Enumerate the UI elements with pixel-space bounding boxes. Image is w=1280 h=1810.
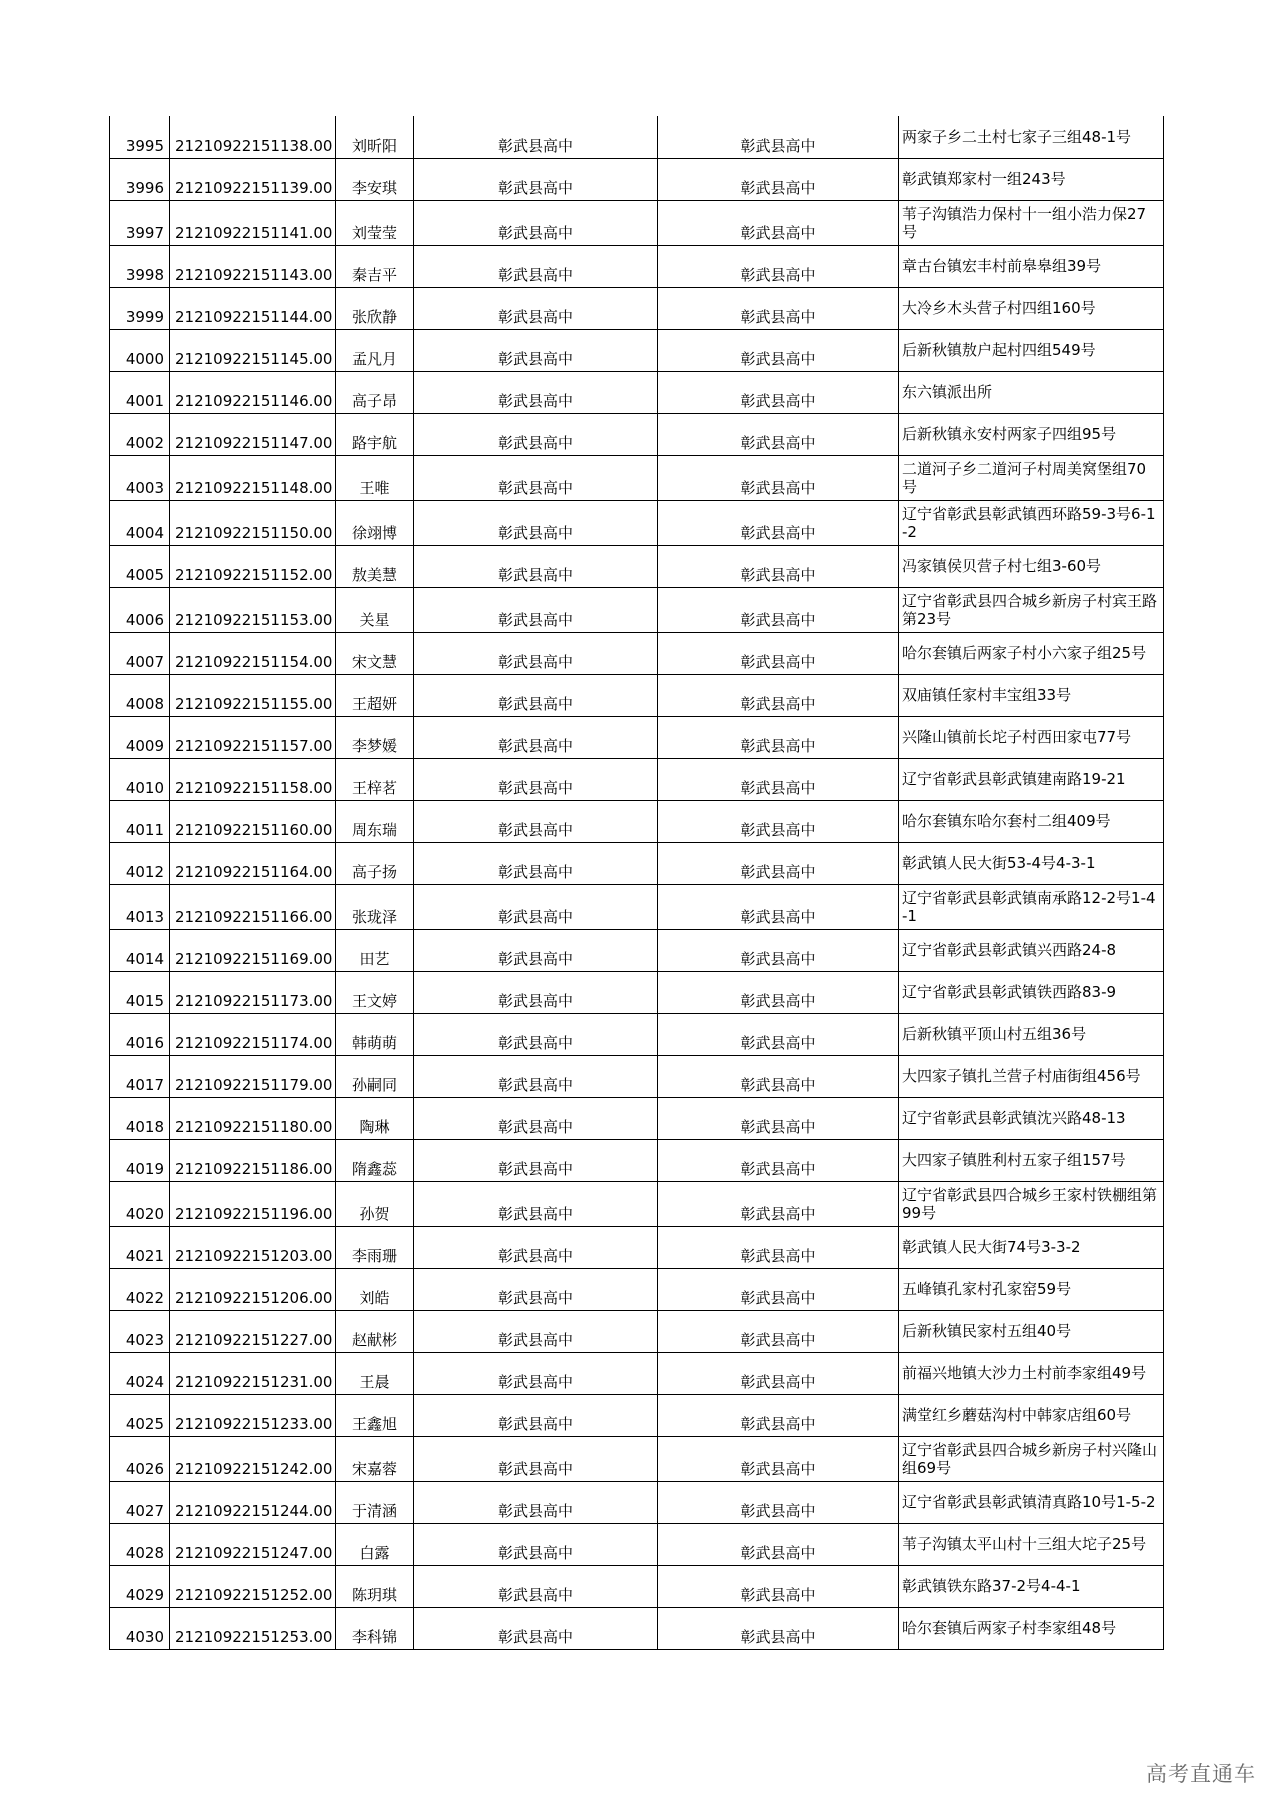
school-cell: 彰武县高中 — [414, 1310, 658, 1352]
student-name-cell: 赵献彬 — [336, 1310, 414, 1352]
student-name-cell: 王梓茗 — [336, 758, 414, 800]
table-row — [110, 1268, 1164, 1310]
address-cell: 苇子沟镇太平山村十三组大坨子25号 — [899, 1523, 1164, 1565]
seq-cell: 4015 — [110, 971, 170, 1013]
admitted-school-cell: 彰武县高中 — [658, 1394, 899, 1436]
admitted-school-cell: 彰武县高中 — [658, 245, 899, 287]
exam-id-cell: 21210922151150.00 — [170, 500, 336, 545]
admitted-school-cell: 彰武县高中 — [658, 158, 899, 200]
student-name-cell: 李梦媛 — [336, 716, 414, 758]
table-row — [110, 1013, 1164, 1055]
admitted-school-cell: 彰武县高中 — [658, 587, 899, 632]
address-cell: 双庙镇任家村丰宝组33号 — [899, 674, 1164, 716]
exam-id-cell: 21210922151227.00 — [170, 1310, 336, 1352]
admitted-school-cell: 彰武县高中 — [658, 287, 899, 329]
seq-cell: 4000 — [110, 329, 170, 371]
address-cell: 前福兴地镇大沙力土村前李家组49号 — [899, 1352, 1164, 1394]
student-name-cell: 王超妍 — [336, 674, 414, 716]
address-cell: 辽宁省彰武县彰武镇建南路19-21 — [899, 758, 1164, 800]
address-cell: 辽宁省彰武县四合城乡王家村铁棚组第99号 — [899, 1181, 1164, 1226]
seq-cell: 4025 — [110, 1394, 170, 1436]
school-cell: 彰武县高中 — [414, 800, 658, 842]
seq-cell: 4006 — [110, 587, 170, 632]
seq-cell: 4030 — [110, 1607, 170, 1649]
seq-cell: 3998 — [110, 245, 170, 287]
seq-cell: 4024 — [110, 1352, 170, 1394]
address-cell: 章古台镇宏丰村前皋皋组39号 — [899, 245, 1164, 287]
student-name-cell: 王文婷 — [336, 971, 414, 1013]
school-cell: 彰武县高中 — [414, 1226, 658, 1268]
table-row — [110, 500, 1164, 545]
exam-id-cell: 21210922151206.00 — [170, 1268, 336, 1310]
exam-id-cell: 21210922151233.00 — [170, 1394, 336, 1436]
address-cell: 东六镇派出所 — [899, 371, 1164, 413]
seq-cell: 4012 — [110, 842, 170, 884]
table-row — [110, 758, 1164, 800]
seq-cell: 4017 — [110, 1055, 170, 1097]
school-cell: 彰武县高中 — [414, 1181, 658, 1226]
table-row — [110, 842, 1164, 884]
address-cell: 大冷乡木头营子村四组160号 — [899, 287, 1164, 329]
watermark-text: 高考直通车 — [1146, 1762, 1256, 1786]
student-name-cell: 刘皓 — [336, 1268, 414, 1310]
admitted-school-cell: 彰武县高中 — [658, 1268, 899, 1310]
student-name-cell: 李雨珊 — [336, 1226, 414, 1268]
table-row — [110, 1394, 1164, 1436]
student-name-cell: 王鑫旭 — [336, 1394, 414, 1436]
school-cell: 彰武县高中 — [414, 1565, 658, 1607]
school-cell: 彰武县高中 — [414, 1523, 658, 1565]
address-cell: 二道河子乡二道河子村周美窝堡组70号 — [899, 455, 1164, 500]
table-row — [110, 884, 1164, 929]
exam-id-cell: 21210922151158.00 — [170, 758, 336, 800]
seq-cell: 4028 — [110, 1523, 170, 1565]
admitted-school-cell: 彰武县高中 — [658, 1310, 899, 1352]
seq-cell: 4022 — [110, 1268, 170, 1310]
student-name-cell: 陈玥琪 — [336, 1565, 414, 1607]
student-name-cell: 李科锦 — [336, 1607, 414, 1649]
address-cell: 辽宁省彰武县彰武镇铁西路83-9 — [899, 971, 1164, 1013]
address-cell: 辽宁省彰武县彰武镇清真路10号1-5-2 — [899, 1481, 1164, 1523]
school-cell: 彰武县高中 — [414, 116, 658, 158]
table-row — [110, 929, 1164, 971]
school-cell: 彰武县高中 — [414, 413, 658, 455]
admitted-school-cell: 彰武县高中 — [658, 116, 899, 158]
admitted-school-cell: 彰武县高中 — [658, 674, 899, 716]
school-cell: 彰武县高中 — [414, 1481, 658, 1523]
address-cell: 辽宁省彰武县彰武镇兴西路24-8 — [899, 929, 1164, 971]
seq-cell: 4029 — [110, 1565, 170, 1607]
student-name-cell: 王晨 — [336, 1352, 414, 1394]
admitted-school-cell: 彰武县高中 — [658, 455, 899, 500]
exam-id-cell: 21210922151139.00 — [170, 158, 336, 200]
exam-id-cell: 21210922151144.00 — [170, 287, 336, 329]
admitted-school-cell: 彰武县高中 — [658, 1181, 899, 1226]
exam-id-cell: 21210922151186.00 — [170, 1139, 336, 1181]
exam-id-cell: 21210922151252.00 — [170, 1565, 336, 1607]
school-cell: 彰武县高中 — [414, 674, 658, 716]
school-cell: 彰武县高中 — [414, 455, 658, 500]
admitted-school-cell: 彰武县高中 — [658, 500, 899, 545]
school-cell: 彰武县高中 — [414, 245, 658, 287]
student-name-cell: 孙嗣同 — [336, 1055, 414, 1097]
school-cell: 彰武县高中 — [414, 287, 658, 329]
address-cell: 满堂红乡蘑菇沟村中韩家店组60号 — [899, 1394, 1164, 1436]
student-name-cell: 张欣静 — [336, 287, 414, 329]
exam-id-cell: 21210922151160.00 — [170, 800, 336, 842]
student-name-cell: 刘昕阳 — [336, 116, 414, 158]
admitted-school-cell: 彰武县高中 — [658, 200, 899, 245]
table-row — [110, 1181, 1164, 1226]
table-row — [110, 158, 1164, 200]
table-row — [110, 545, 1164, 587]
school-cell: 彰武县高中 — [414, 1097, 658, 1139]
seq-cell: 4013 — [110, 884, 170, 929]
exam-id-cell: 21210922151166.00 — [170, 884, 336, 929]
school-cell: 彰武县高中 — [414, 545, 658, 587]
address-cell: 辽宁省彰武县彰武镇沈兴路48-13 — [899, 1097, 1164, 1139]
table-row — [110, 1139, 1164, 1181]
seq-cell: 4009 — [110, 716, 170, 758]
address-cell: 两家子乡二土村七家子三组48-1号 — [899, 116, 1164, 158]
admitted-school-cell: 彰武县高中 — [658, 1055, 899, 1097]
table-row — [110, 1436, 1164, 1481]
admitted-school-cell: 彰武县高中 — [658, 800, 899, 842]
table-row — [110, 1352, 1164, 1394]
admitted-school-cell: 彰武县高中 — [658, 545, 899, 587]
student-name-cell: 宋嘉蓉 — [336, 1436, 414, 1481]
student-roster-table — [109, 116, 1164, 1650]
address-cell: 哈尔套镇后两家子村李家组48号 — [899, 1607, 1164, 1649]
admitted-school-cell: 彰武县高中 — [658, 1436, 899, 1481]
school-cell: 彰武县高中 — [414, 971, 658, 1013]
seq-cell: 4016 — [110, 1013, 170, 1055]
exam-id-cell: 21210922151164.00 — [170, 842, 336, 884]
address-cell: 五峰镇孔家村孔家窑59号 — [899, 1268, 1164, 1310]
school-cell: 彰武县高中 — [414, 1055, 658, 1097]
table-row — [110, 329, 1164, 371]
seq-cell: 4001 — [110, 371, 170, 413]
school-cell: 彰武县高中 — [414, 329, 658, 371]
exam-id-cell: 21210922151147.00 — [170, 413, 336, 455]
seq-cell: 4020 — [110, 1181, 170, 1226]
student-name-cell: 孟凡月 — [336, 329, 414, 371]
school-cell: 彰武县高中 — [414, 716, 658, 758]
student-name-cell: 关星 — [336, 587, 414, 632]
student-name-cell: 敖美慧 — [336, 545, 414, 587]
exam-id-cell: 21210922151247.00 — [170, 1523, 336, 1565]
exam-id-cell: 21210922151157.00 — [170, 716, 336, 758]
exam-id-cell: 21210922151203.00 — [170, 1226, 336, 1268]
school-cell: 彰武县高中 — [414, 587, 658, 632]
student-name-cell: 孙贺 — [336, 1181, 414, 1226]
school-cell: 彰武县高中 — [414, 1352, 658, 1394]
table-row — [110, 1226, 1164, 1268]
seq-cell: 3999 — [110, 287, 170, 329]
seq-cell: 4010 — [110, 758, 170, 800]
school-cell: 彰武县高中 — [414, 371, 658, 413]
address-cell: 辽宁省彰武县四合城乡新房子村宾王路第23号 — [899, 587, 1164, 632]
school-cell: 彰武县高中 — [414, 1436, 658, 1481]
table-row — [110, 287, 1164, 329]
table-row — [110, 971, 1164, 1013]
table-row — [110, 455, 1164, 500]
admitted-school-cell: 彰武县高中 — [658, 1565, 899, 1607]
school-cell: 彰武县高中 — [414, 632, 658, 674]
table-row — [110, 716, 1164, 758]
table-row — [110, 200, 1164, 245]
student-name-cell: 高子扬 — [336, 842, 414, 884]
admitted-school-cell: 彰武县高中 — [658, 1013, 899, 1055]
exam-id-cell: 21210922151180.00 — [170, 1097, 336, 1139]
seq-cell: 3995 — [110, 116, 170, 158]
student-name-cell: 王唯 — [336, 455, 414, 500]
admitted-school-cell: 彰武县高中 — [658, 371, 899, 413]
table-row — [110, 1481, 1164, 1523]
exam-id-cell: 21210922151152.00 — [170, 545, 336, 587]
table-row — [110, 587, 1164, 632]
admitted-school-cell: 彰武县高中 — [658, 1481, 899, 1523]
address-cell: 彰武镇铁东路37-2号4-4-1 — [899, 1565, 1164, 1607]
seq-cell: 4026 — [110, 1436, 170, 1481]
address-cell: 兴隆山镇前长坨子村西田家屯77号 — [899, 716, 1164, 758]
school-cell: 彰武县高中 — [414, 1607, 658, 1649]
table-row — [110, 1565, 1164, 1607]
seq-cell: 4002 — [110, 413, 170, 455]
table-row — [110, 116, 1164, 158]
address-cell: 哈尔套镇东哈尔套村二组409号 — [899, 800, 1164, 842]
admitted-school-cell: 彰武县高中 — [658, 716, 899, 758]
school-cell: 彰武县高中 — [414, 500, 658, 545]
table-row — [110, 371, 1164, 413]
admitted-school-cell: 彰武县高中 — [658, 1226, 899, 1268]
student-name-cell: 陶琳 — [336, 1097, 414, 1139]
address-cell: 大四家子镇胜利村五家子组157号 — [899, 1139, 1164, 1181]
admitted-school-cell: 彰武县高中 — [658, 929, 899, 971]
school-cell: 彰武县高中 — [414, 929, 658, 971]
exam-id-cell: 21210922151154.00 — [170, 632, 336, 674]
address-cell: 后新秋镇民家村五组40号 — [899, 1310, 1164, 1352]
school-cell: 彰武县高中 — [414, 884, 658, 929]
admitted-school-cell: 彰武县高中 — [658, 1097, 899, 1139]
address-cell: 后新秋镇永安村两家子四组95号 — [899, 413, 1164, 455]
admitted-school-cell: 彰武县高中 — [658, 758, 899, 800]
admitted-school-cell: 彰武县高中 — [658, 329, 899, 371]
address-cell: 冯家镇侯贝营子村七组3-60号 — [899, 545, 1164, 587]
admitted-school-cell: 彰武县高中 — [658, 1139, 899, 1181]
address-cell: 后新秋镇平顶山村五组36号 — [899, 1013, 1164, 1055]
school-cell: 彰武县高中 — [414, 1139, 658, 1181]
seq-cell: 4011 — [110, 800, 170, 842]
table-row — [110, 1097, 1164, 1139]
admitted-school-cell: 彰武县高中 — [658, 971, 899, 1013]
student-name-cell: 隋鑫蕊 — [336, 1139, 414, 1181]
exam-id-cell: 21210922151174.00 — [170, 1013, 336, 1055]
student-name-cell: 李安琪 — [336, 158, 414, 200]
exam-id-cell: 21210922151155.00 — [170, 674, 336, 716]
address-cell: 辽宁省彰武县四合城乡新房子村兴隆山组69号 — [899, 1436, 1164, 1481]
exam-id-cell: 21210922151231.00 — [170, 1352, 336, 1394]
student-name-cell: 高子昂 — [336, 371, 414, 413]
exam-id-cell: 21210922151146.00 — [170, 371, 336, 413]
admitted-school-cell: 彰武县高中 — [658, 884, 899, 929]
student-name-cell: 白露 — [336, 1523, 414, 1565]
school-cell: 彰武县高中 — [414, 200, 658, 245]
school-cell: 彰武县高中 — [414, 842, 658, 884]
table-body — [110, 116, 1164, 1649]
student-name-cell: 徐翊博 — [336, 500, 414, 545]
school-cell: 彰武县高中 — [414, 758, 658, 800]
exam-id-cell: 21210922151141.00 — [170, 200, 336, 245]
school-cell: 彰武县高中 — [414, 1013, 658, 1055]
exam-id-cell: 21210922151244.00 — [170, 1481, 336, 1523]
exam-id-cell: 21210922151242.00 — [170, 1436, 336, 1481]
student-name-cell: 张珑泽 — [336, 884, 414, 929]
seq-cell: 3996 — [110, 158, 170, 200]
admitted-school-cell: 彰武县高中 — [658, 1607, 899, 1649]
admitted-school-cell: 彰武县高中 — [658, 632, 899, 674]
table-row — [110, 413, 1164, 455]
exam-id-cell: 21210922151145.00 — [170, 329, 336, 371]
exam-id-cell: 21210922151253.00 — [170, 1607, 336, 1649]
admitted-school-cell: 彰武县高中 — [658, 1523, 899, 1565]
seq-cell: 4007 — [110, 632, 170, 674]
seq-cell: 4005 — [110, 545, 170, 587]
address-cell: 辽宁省彰武县彰武镇西环路59-3号6-1-2 — [899, 500, 1164, 545]
seq-cell: 4008 — [110, 674, 170, 716]
seq-cell: 4004 — [110, 500, 170, 545]
table-row — [110, 800, 1164, 842]
admitted-school-cell: 彰武县高中 — [658, 1352, 899, 1394]
address-cell: 彰武镇人民大街53-4号4-3-1 — [899, 842, 1164, 884]
exam-id-cell: 21210922151179.00 — [170, 1055, 336, 1097]
address-cell: 后新秋镇敖户起村四组549号 — [899, 329, 1164, 371]
school-cell: 彰武县高中 — [414, 1394, 658, 1436]
address-cell: 彰武镇郑家村一组243号 — [899, 158, 1164, 200]
exam-id-cell: 21210922151153.00 — [170, 587, 336, 632]
admitted-school-cell: 彰武县高中 — [658, 413, 899, 455]
seq-cell: 3997 — [110, 200, 170, 245]
student-name-cell: 于清涵 — [336, 1481, 414, 1523]
address-cell: 苇子沟镇浩力保村十一组小浩力保27号 — [899, 200, 1164, 245]
seq-cell: 4023 — [110, 1310, 170, 1352]
exam-id-cell: 21210922151196.00 — [170, 1181, 336, 1226]
exam-id-cell: 21210922151169.00 — [170, 929, 336, 971]
student-name-cell: 宋文慧 — [336, 632, 414, 674]
school-cell: 彰武县高中 — [414, 1268, 658, 1310]
table-row — [110, 1310, 1164, 1352]
table-row — [110, 1607, 1164, 1649]
seq-cell: 4003 — [110, 455, 170, 500]
exam-id-cell: 21210922151173.00 — [170, 971, 336, 1013]
address-cell: 彰武镇人民大街74号3-3-2 — [899, 1226, 1164, 1268]
address-cell: 哈尔套镇后两家子村小六家子组25号 — [899, 632, 1164, 674]
seq-cell: 4027 — [110, 1481, 170, 1523]
student-name-cell: 秦吉平 — [336, 245, 414, 287]
address-cell: 大四家子镇扎兰营子村庙街组456号 — [899, 1055, 1164, 1097]
seq-cell: 4019 — [110, 1139, 170, 1181]
address-cell: 辽宁省彰武县彰武镇南承路12-2号1-4-1 — [899, 884, 1164, 929]
seq-cell: 4021 — [110, 1226, 170, 1268]
admitted-school-cell: 彰武县高中 — [658, 842, 899, 884]
table-row — [110, 1523, 1164, 1565]
student-name-cell: 路宇航 — [336, 413, 414, 455]
exam-id-cell: 21210922151138.00 — [170, 116, 336, 158]
student-name-cell: 田艺 — [336, 929, 414, 971]
table-row — [110, 632, 1164, 674]
table-row — [110, 674, 1164, 716]
student-name-cell: 刘莹莹 — [336, 200, 414, 245]
school-cell: 彰武县高中 — [414, 158, 658, 200]
table-row — [110, 1055, 1164, 1097]
exam-id-cell: 21210922151143.00 — [170, 245, 336, 287]
student-name-cell: 韩萌萌 — [336, 1013, 414, 1055]
seq-cell: 4018 — [110, 1097, 170, 1139]
seq-cell: 4014 — [110, 929, 170, 971]
exam-id-cell: 21210922151148.00 — [170, 455, 336, 500]
table-row — [110, 245, 1164, 287]
student-name-cell: 周东瑞 — [336, 800, 414, 842]
